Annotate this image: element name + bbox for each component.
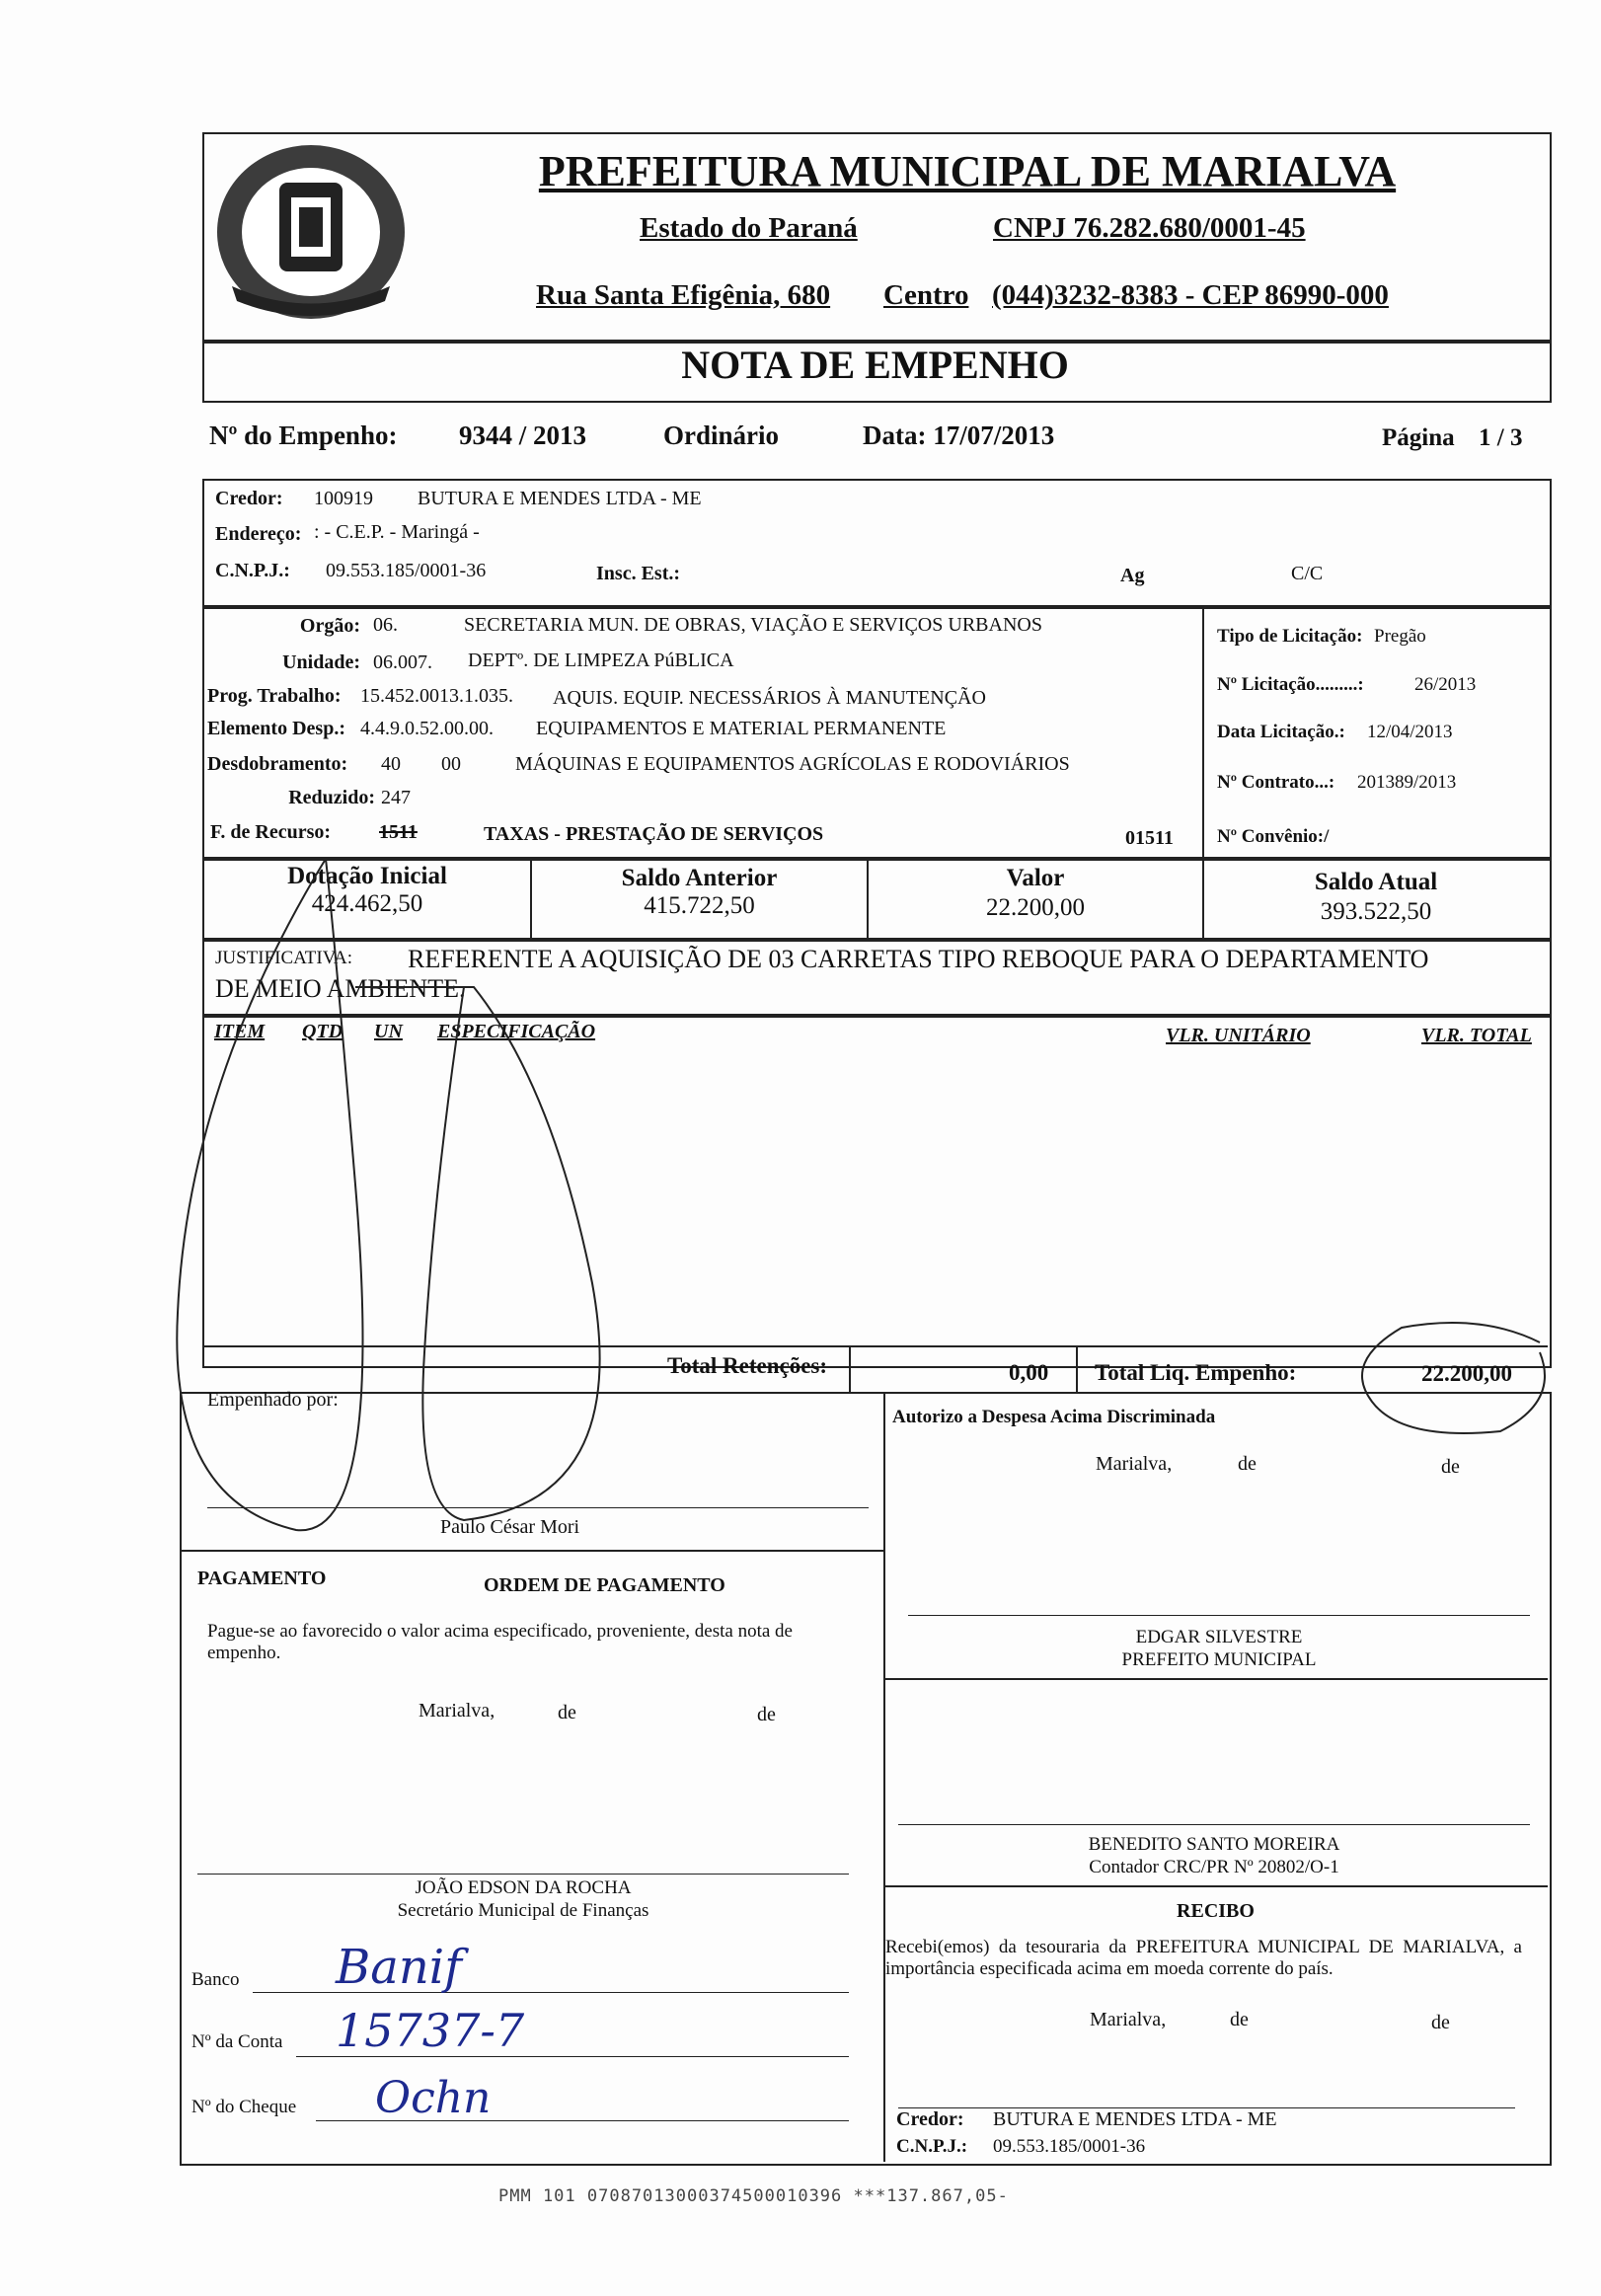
recibo-de-1: de — [1230, 2009, 1249, 2030]
data-licitacao-value: 12/04/2013 — [1367, 722, 1453, 742]
unidade-code: 06.007. — [373, 651, 432, 673]
fonte-recurso-num: 01511 — [1125, 827, 1174, 849]
justificativa-line2: DE MEIO AMBIENTE. — [215, 974, 466, 1003]
prefeito-name: EDGAR SILVESTRE — [1135, 1627, 1303, 1647]
credor-name: BUTURA E MENDES LTDA - ME — [418, 488, 702, 509]
elemento-label: Elemento Desp.: — [207, 718, 345, 739]
dotacao-label: Dotação Inicial — [287, 863, 447, 889]
autorizo-de-1: de — [1238, 1453, 1257, 1475]
unidade-label: Unidade: — [282, 651, 360, 673]
page-title: PREFEITURA MUNICIPAL DE MARIALVA — [538, 147, 1397, 195]
pagamento-de-1: de — [558, 1702, 576, 1723]
desdobramento-text: MÁQUINAS E EQUIPAMENTOS AGRÍCOLAS E RODOVIÁRIOS — [515, 753, 1070, 775]
pagamento-de-2: de — [757, 1704, 776, 1725]
justificativa-label: JUSTIFICATIVA: — [215, 948, 353, 968]
total-retencoes-label: Total Retenções: — [667, 1353, 828, 1378]
desdobramento-label: Desdobramento: — [207, 753, 348, 775]
autorizo-de-2: de — [1441, 1456, 1460, 1478]
empenhado-signer: Paulo César Mori — [440, 1516, 580, 1538]
prog-text: AQUIS. EQUIP. NECESSÁRIOS À MANUTENÇÃO — [553, 687, 986, 709]
licitacao-num-label: Nº Licitação.........: — [1217, 674, 1364, 695]
pagamento-label: PAGAMENTO — [197, 1568, 327, 1589]
banco-label: Banco — [191, 1969, 240, 1990]
fonte-recurso-code: 1511 — [379, 821, 418, 843]
district: Centro — [883, 279, 969, 311]
orgao-code: 06. — [373, 614, 398, 636]
licitacao-num-value: 26/2013 — [1414, 674, 1477, 695]
prog-code: 15.452.0013.1.035. — [360, 685, 513, 707]
banco-handwritten: Banif — [336, 1940, 462, 1995]
recibo-place: Marialva, — [1090, 2009, 1167, 2030]
endereco-label: Endereço: — [215, 523, 302, 545]
contrato-value: 201389/2013 — [1357, 772, 1457, 793]
col-qtd: QTD — [302, 1021, 343, 1042]
reduzido-value: 247 — [381, 787, 411, 808]
recibo-credor-value: BUTURA E MENDES LTDA - ME — [993, 2108, 1277, 2130]
saldo-atual-value: 393.522,50 — [1320, 898, 1432, 925]
contador-name: BENEDITO SANTO MOREIRA — [1088, 1834, 1340, 1855]
col-item: ITEM — [214, 1021, 266, 1042]
desdobramento-b: 00 — [441, 753, 461, 775]
justificativa-line1: REFERENTE A AQUISIÇÃO DE 03 CARRETAS TIPO REBOQUE PARA O DEPARTAMENTO — [408, 945, 1429, 973]
credor-cnpj-label: C.N.P.J.: — [215, 560, 290, 581]
recibo-credor-label: Credor: — [896, 2108, 964, 2130]
saldo-atual-label: Saldo Atual — [1314, 869, 1438, 895]
total-liq-label: Total Liq. Empenho: — [1095, 1360, 1297, 1385]
empenhado-label: Empenhado por: — [207, 1389, 339, 1411]
cheque-label: Nº do Cheque — [191, 2097, 297, 2117]
dotacao-value: 424.462,50 — [311, 890, 423, 917]
state-name: Estado do Paraná — [640, 212, 858, 244]
page-number: 1 / 3 — [1479, 424, 1523, 451]
prefeito-title: PREFEITO MUNICIPAL — [1121, 1649, 1317, 1670]
valor-label: Valor — [1006, 865, 1065, 891]
total-retencoes-value: 0,00 — [1009, 1360, 1049, 1385]
phone-cep: (044)3232-8383 - CEP 86990-000 — [992, 279, 1389, 311]
total-liq-value: 22.200,00 — [1421, 1361, 1512, 1386]
elemento-code: 4.4.9.0.52.00.00. — [360, 718, 494, 739]
tipo-licitacao-value: Pregão — [1374, 626, 1426, 647]
empenho-date: Data: 17/07/2013 — [863, 421, 1055, 450]
cheque-handwritten: Ochn — [375, 2073, 492, 2123]
col-especificacao: ESPECIFICAÇÃO — [437, 1021, 596, 1042]
fonte-recurso-label: F. de Recurso: — [210, 821, 332, 843]
conta-corrente-label: C/C — [1291, 563, 1324, 584]
tipo-licitacao-label: Tipo de Licitação: — [1217, 626, 1363, 647]
page-label: Página — [1382, 424, 1455, 451]
credor-label: Credor: — [215, 488, 283, 509]
recibo-text: Recebi(emos) da tesouraria da PREFEITURA MUNICIPAL DE MARIALVA, a importância especificada acima em moeda corrente do país. — [885, 1937, 1522, 1979]
autorizo-text: Autorizo a Despesa Acima Discriminada — [892, 1407, 1216, 1427]
contrato-label: Nº Contrato...: — [1217, 772, 1335, 793]
secretario-name: JOÃO EDSON DA ROCHA — [415, 1877, 632, 1898]
empenho-type: Ordinário — [663, 421, 780, 450]
saldo-anterior-value: 415.722,50 — [644, 892, 755, 919]
credor-cnpj: 09.553.185/0001-36 — [326, 560, 487, 581]
unidade-text: DEPTº. DE LIMPEZA PúBLICA — [468, 650, 734, 671]
contador-title: Contador CRC/PR Nº 20802/O-1 — [1089, 1857, 1339, 1877]
empenho-num: 9344 / 2013 — [459, 421, 587, 450]
secretario-title: Secretário Municipal de Finanças — [397, 1900, 649, 1921]
elemento-text: EQUIPAMENTOS E MATERIAL PERMANENTE — [536, 718, 947, 739]
desdobramento-a: 40 — [381, 753, 401, 775]
street-address: Rua Santa Efigênia, 680 — [536, 279, 831, 311]
autorizo-place: Marialva, — [1096, 1453, 1173, 1475]
recibo-de-2: de — [1431, 2012, 1450, 2033]
fonte-recurso-text: TAXAS - PRESTAÇÃO DE SERVIÇOS — [484, 823, 824, 845]
reduzido-label: Reduzido: — [288, 787, 375, 808]
insc-est-label: Insc. Est.: — [596, 563, 681, 584]
recibo-cnpj-value: 09.553.185/0001-36 — [993, 2136, 1146, 2157]
credor-code: 100919 — [314, 488, 373, 509]
col-vlr-unitario: VLR. UNITÁRIO — [1166, 1025, 1311, 1046]
data-licitacao-label: Data Licitação.: — [1217, 722, 1345, 742]
barcode-text: PMM 101 07087013000374500010396 ***137.867,05- — [498, 2186, 1009, 2206]
valor-value: 22.200,00 — [986, 894, 1085, 921]
endereco-value: : - C.E.P. - Maringá - — [314, 521, 480, 543]
pagamento-text: Pague-se ao favorecido o valor acima especificado, proveniente, desta nota de empenho. — [207, 1621, 793, 1663]
pagamento-place: Marialva, — [419, 1700, 496, 1722]
empenho-num-label: Nº do Empenho: — [209, 421, 398, 450]
recibo-cnpj-label: C.N.P.J.: — [896, 2136, 968, 2157]
orgao-text: SECRETARIA MUN. DE OBRAS, VIAÇÃO E SERVIÇOS URBANOS — [464, 614, 1042, 636]
ordem-pagamento-label: ORDEM DE PAGAMENTO — [484, 1574, 725, 1596]
convenio-label: Nº Convênio:/ — [1217, 826, 1330, 847]
col-vlr-total: VLR. TOTAL — [1421, 1025, 1532, 1046]
doc-title: NOTA DE EMPENHO — [681, 343, 1069, 387]
orgao-label: Orgão: — [299, 615, 360, 637]
conta-label: Nº da Conta — [191, 2031, 283, 2052]
header-cnpj: CNPJ 76.282.680/0001-45 — [993, 212, 1306, 244]
agencia-label: Ag — [1120, 565, 1145, 586]
col-un: UN — [374, 1021, 403, 1042]
recibo-title: RECIBO — [1177, 1900, 1255, 1922]
prog-label: Prog. Trabalho: — [207, 685, 342, 707]
saldo-anterior-label: Saldo Anterior — [621, 865, 778, 891]
conta-handwritten: 15737-7 — [336, 2004, 525, 2057]
